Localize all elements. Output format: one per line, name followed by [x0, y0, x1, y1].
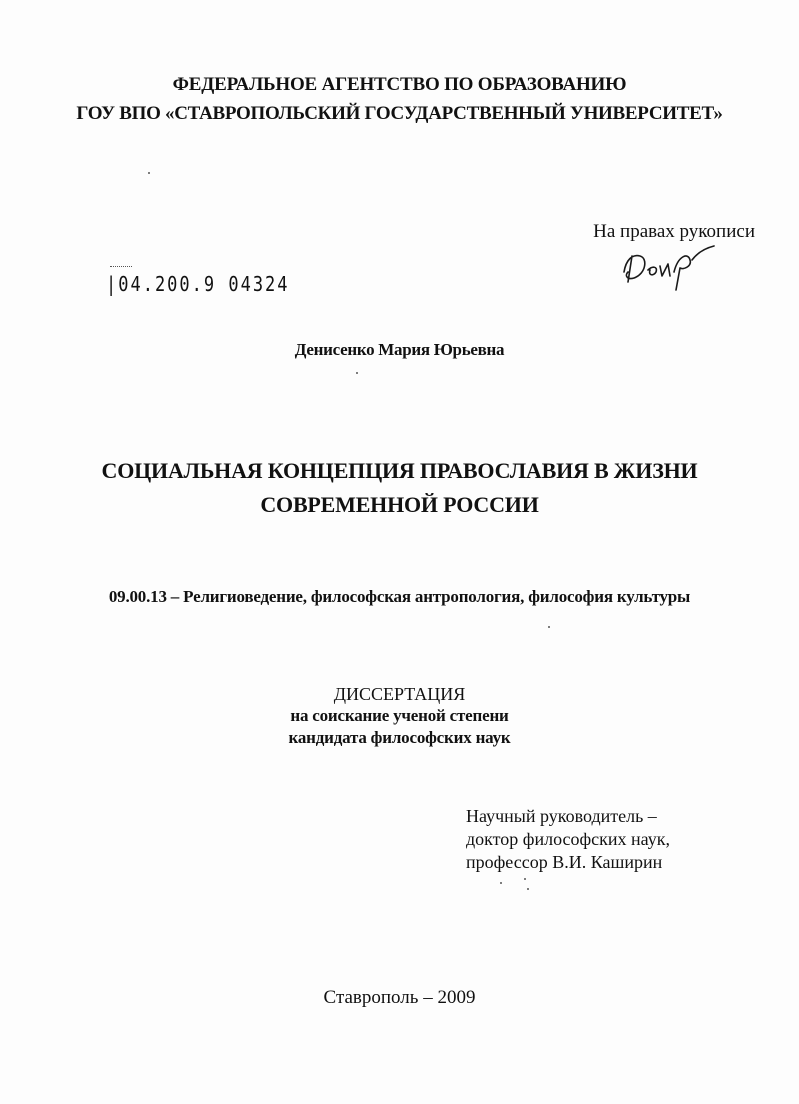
archive-number: |04.200.9 04324	[106, 273, 290, 297]
dissertation-heading: ДИССЕРТАЦИЯ	[333, 684, 466, 704]
supervisor-name: профессор В.И. Каширин	[466, 852, 663, 872]
scan-speck	[500, 882, 502, 884]
specialty-code: 09.00.13 – Религиоведение, философская антропология, философия культуры	[108, 587, 691, 606]
scan-speck	[356, 372, 358, 374]
scan-speck	[527, 888, 529, 890]
thesis-title-line2: СОВРЕМЕННОЙ РОССИИ	[260, 492, 539, 517]
city-year: Ставрополь – 2009	[323, 987, 476, 1008]
agency-name: ФЕДЕРАЛЬНОЕ АГЕНТСТВО ПО ОБРАЗОВАНИЮ	[172, 74, 627, 95]
archive-stamp-mark	[110, 266, 132, 269]
dissertation-degree-line: на соискание ученой степени	[290, 706, 509, 725]
dissertation-field-line: кандидата философских наук	[288, 728, 511, 747]
rights-note: На правах рукописи	[593, 221, 755, 242]
thesis-title-line1: СОЦИАЛЬНАЯ КОНЦЕПЦИЯ ПРАВОСЛАВИЯ В ЖИЗНИ	[101, 458, 698, 483]
supervisor-degree: доктор философских наук,	[466, 829, 670, 849]
scan-speck	[148, 172, 150, 174]
university-name: ГОУ ВПО «СТАВРОПОЛЬСКИЙ ГОСУДАРСТВЕННЫЙ УНИВЕРСИТЕТ»	[76, 103, 723, 124]
author-name: Денисенко Мария Юрьевна	[294, 340, 505, 359]
scan-speck	[548, 626, 550, 628]
handwritten-signature	[618, 242, 718, 294]
supervisor-label: Научный руководитель –	[466, 806, 657, 826]
scan-speck	[524, 878, 526, 880]
